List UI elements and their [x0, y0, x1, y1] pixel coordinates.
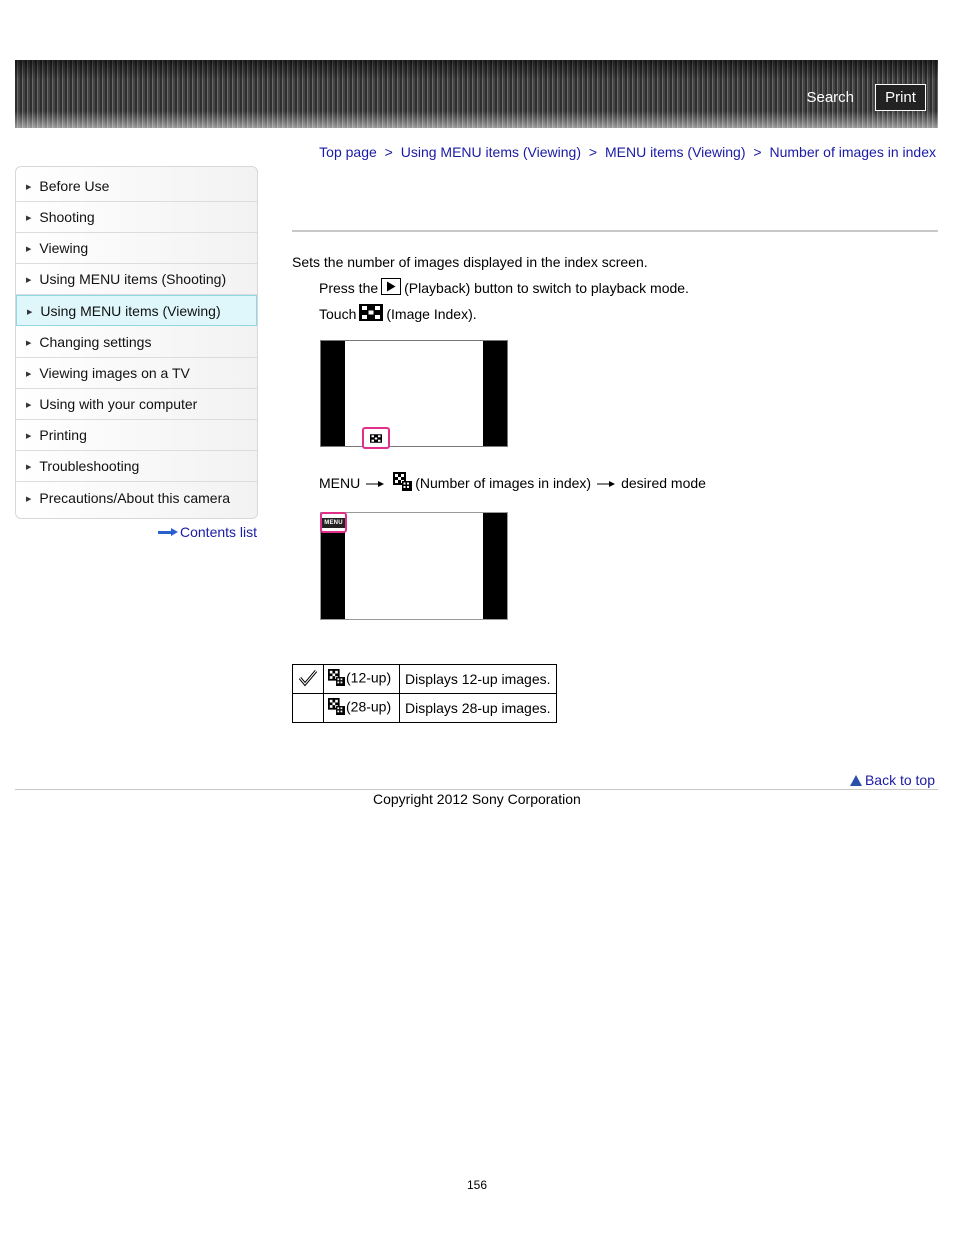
sidebar-item-menu-shooting[interactable] — [16, 264, 257, 295]
default-check-cell — [293, 694, 324, 723]
playback-icon — [381, 278, 401, 298]
triangle-right-icon: ▶ — [26, 495, 32, 503]
breadcrumb-separator: > — [588, 144, 598, 160]
sidebar-item-label: Using with your computer — [39, 396, 198, 412]
step-3-end: desired mode — [621, 475, 706, 491]
triangle-right-icon: ▶ — [26, 340, 32, 347]
image-index-button-highlight — [362, 427, 390, 449]
step-3-menu: MENU — [319, 475, 361, 491]
sidebar-item-shooting[interactable] — [16, 202, 257, 233]
option-description: Displays 28-up images. — [400, 694, 557, 723]
page-description: Sets the number of images displayed in the index screen. — [292, 254, 648, 270]
triangle-right-icon: ▶ — [26, 433, 32, 440]
triangle-right-icon: ▶ — [26, 277, 32, 284]
search-link[interactable]: Search — [806, 89, 854, 106]
sidebar-item-viewing-tv[interactable] — [16, 358, 257, 389]
menu-button-highlight — [320, 512, 347, 533]
sidebar-item-precautions[interactable] — [16, 482, 257, 513]
image-index-icon — [370, 434, 382, 443]
breadcrumb-menu-items-viewing[interactable]: MENU items (Viewing) — [604, 144, 746, 160]
page-number: 156 — [466, 1178, 488, 1192]
step-2-text-post: (Image Index). — [386, 306, 477, 322]
step-1 — [319, 278, 689, 298]
back-to-top-link[interactable] — [850, 772, 935, 788]
sidebar-item-label: Troubleshooting — [39, 458, 140, 474]
sidebar-nav — [15, 166, 258, 519]
arrow-right-icon — [158, 527, 178, 537]
sidebar-item-label: Using MENU items (Shooting) — [39, 271, 227, 287]
breadcrumb — [319, 144, 936, 160]
option-label-cell — [324, 694, 400, 723]
breadcrumb-using-menu-viewing[interactable]: Using MENU items (Viewing) — [400, 144, 581, 160]
menu-chip: MENU — [324, 519, 343, 526]
sidebar-item-label: Viewing — [39, 240, 89, 256]
triangle-right-icon: ▶ — [26, 184, 32, 191]
screen-bar-right — [483, 341, 507, 446]
screen-bar-right — [483, 513, 507, 619]
breadcrumb-top-page[interactable]: Top page — [319, 144, 377, 160]
sidebar-item-changing-settings[interactable] — [16, 327, 257, 358]
sidebar-item-before-use[interactable] — [16, 171, 257, 202]
index-28-icon — [328, 698, 345, 718]
triangle-up-icon — [850, 775, 862, 786]
sidebar-item-menu-viewing[interactable] — [16, 295, 257, 326]
sidebar-item-troubleshooting[interactable] — [16, 451, 257, 482]
footer-divider — [15, 789, 938, 790]
back-to-top-label: Back to top — [864, 772, 935, 788]
sidebar-item-label: Viewing images on a TV — [39, 365, 190, 381]
screen-illustration-index — [320, 340, 508, 447]
index-count-icon — [393, 472, 412, 494]
option-label: (12-up) — [346, 669, 392, 686]
table-row — [293, 665, 557, 694]
arrow-right-icon — [597, 475, 615, 491]
triangle-right-icon: ▶ — [26, 402, 32, 409]
print-button[interactable]: Print — [875, 84, 926, 111]
header-bar — [15, 60, 938, 128]
triangle-right-icon: ▶ — [26, 215, 32, 222]
check-icon — [298, 669, 318, 687]
sidebar-item-label: Printing — [39, 427, 87, 443]
step-2 — [319, 304, 477, 324]
image-index-icon — [359, 304, 383, 324]
triangle-right-icon: ▶ — [26, 464, 32, 471]
triangle-right-icon: ▶ — [26, 371, 32, 378]
breadcrumb-current-page[interactable]: Number of images in index — [769, 144, 936, 160]
title-divider — [292, 230, 938, 232]
step-1-text-pre: Press the — [319, 280, 379, 296]
step-3 — [319, 472, 706, 494]
arrow-right-icon — [366, 475, 384, 491]
sidebar-item-label: Before Use — [39, 178, 110, 194]
triangle-right-icon: ▶ — [26, 246, 32, 253]
table-row — [293, 694, 557, 723]
default-check-cell — [293, 665, 324, 694]
sidebar-item-label: Using MENU items (Viewing) — [40, 302, 221, 319]
step-1-text-post: (Playback) button to switch to playback mode. — [404, 280, 689, 296]
screen-bar-left — [321, 341, 345, 446]
contents-list-label: Contents list — [180, 524, 258, 540]
breadcrumb-separator: > — [384, 144, 393, 160]
option-label-cell — [324, 665, 400, 694]
index-12-icon — [328, 669, 345, 689]
sidebar-item-printing[interactable] — [16, 420, 257, 451]
step-3-mid: (Number of images in index) — [415, 475, 592, 491]
contents-list-link[interactable] — [158, 524, 257, 540]
option-label: (28-up) — [346, 698, 392, 715]
screen-illustration-menu — [320, 512, 508, 620]
sidebar-item-label: Shooting — [39, 209, 95, 225]
sidebar-item-computer[interactable] — [16, 389, 257, 420]
copyright-text: Copyright 2012 Sony Corporation — [373, 791, 581, 807]
triangle-right-icon: ▶ — [27, 308, 33, 316]
step-2-text-pre: Touch — [319, 306, 357, 322]
option-description: Displays 12-up images. — [400, 665, 557, 694]
sidebar-item-label: Changing settings — [39, 334, 152, 350]
sidebar-item-label: Precautions/About this camera — [39, 489, 231, 506]
sidebar-item-viewing[interactable] — [16, 233, 257, 264]
options-table — [292, 664, 557, 723]
breadcrumb-separator: > — [753, 144, 762, 160]
